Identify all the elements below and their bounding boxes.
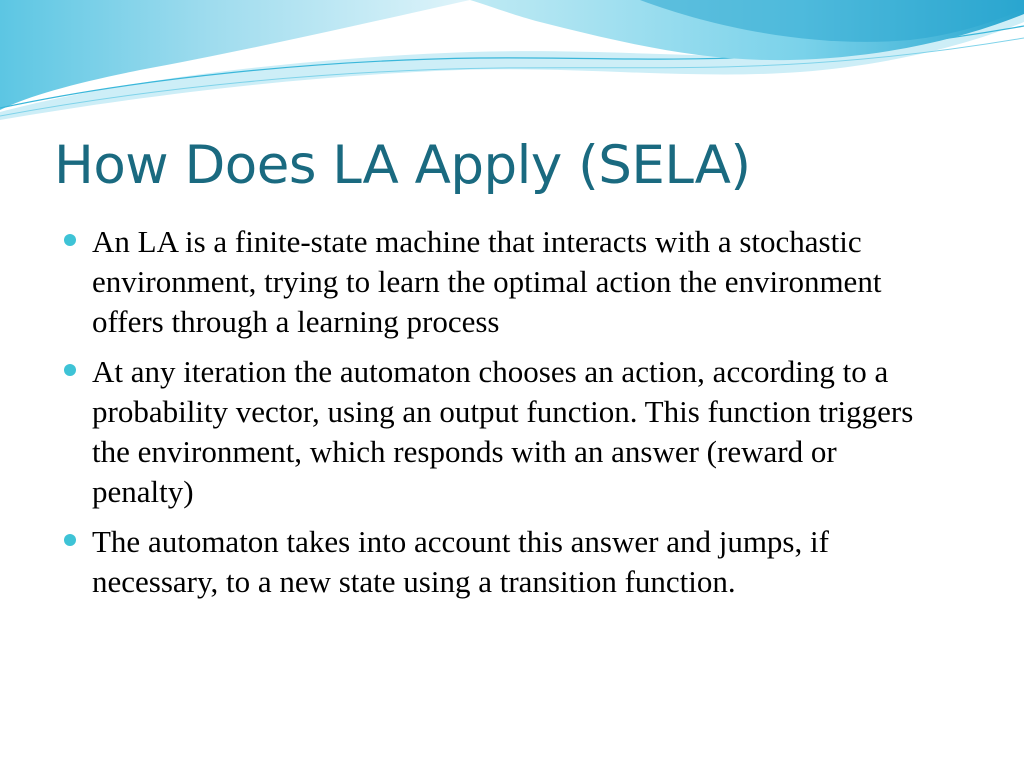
wave-header-decoration <box>0 0 1024 130</box>
bullet-dot-icon <box>64 364 76 376</box>
bullet-item <box>64 352 944 512</box>
bullet-dot-icon <box>64 534 76 546</box>
bullet-dot-icon <box>64 234 76 246</box>
bullet-text: An LA is a finite-state machine that interacts with a stochastic environment, trying to learn the optimal action the environment offers through a learning process <box>92 224 882 339</box>
bullet-text: The automaton takes into account this answer and jumps, if necessary, to a new state using a transition function. <box>92 524 829 599</box>
bullet-item <box>64 222 944 342</box>
bullet-text: At any iteration the automaton chooses an action, according to a probability vector, using an output function. This function triggers the environment, which responds with an answer (reward or penalty) <box>92 354 914 509</box>
bullet-item <box>64 522 944 602</box>
bullet-list <box>64 222 944 612</box>
slide-title: How Does LA Apply (SELA) <box>54 135 751 196</box>
